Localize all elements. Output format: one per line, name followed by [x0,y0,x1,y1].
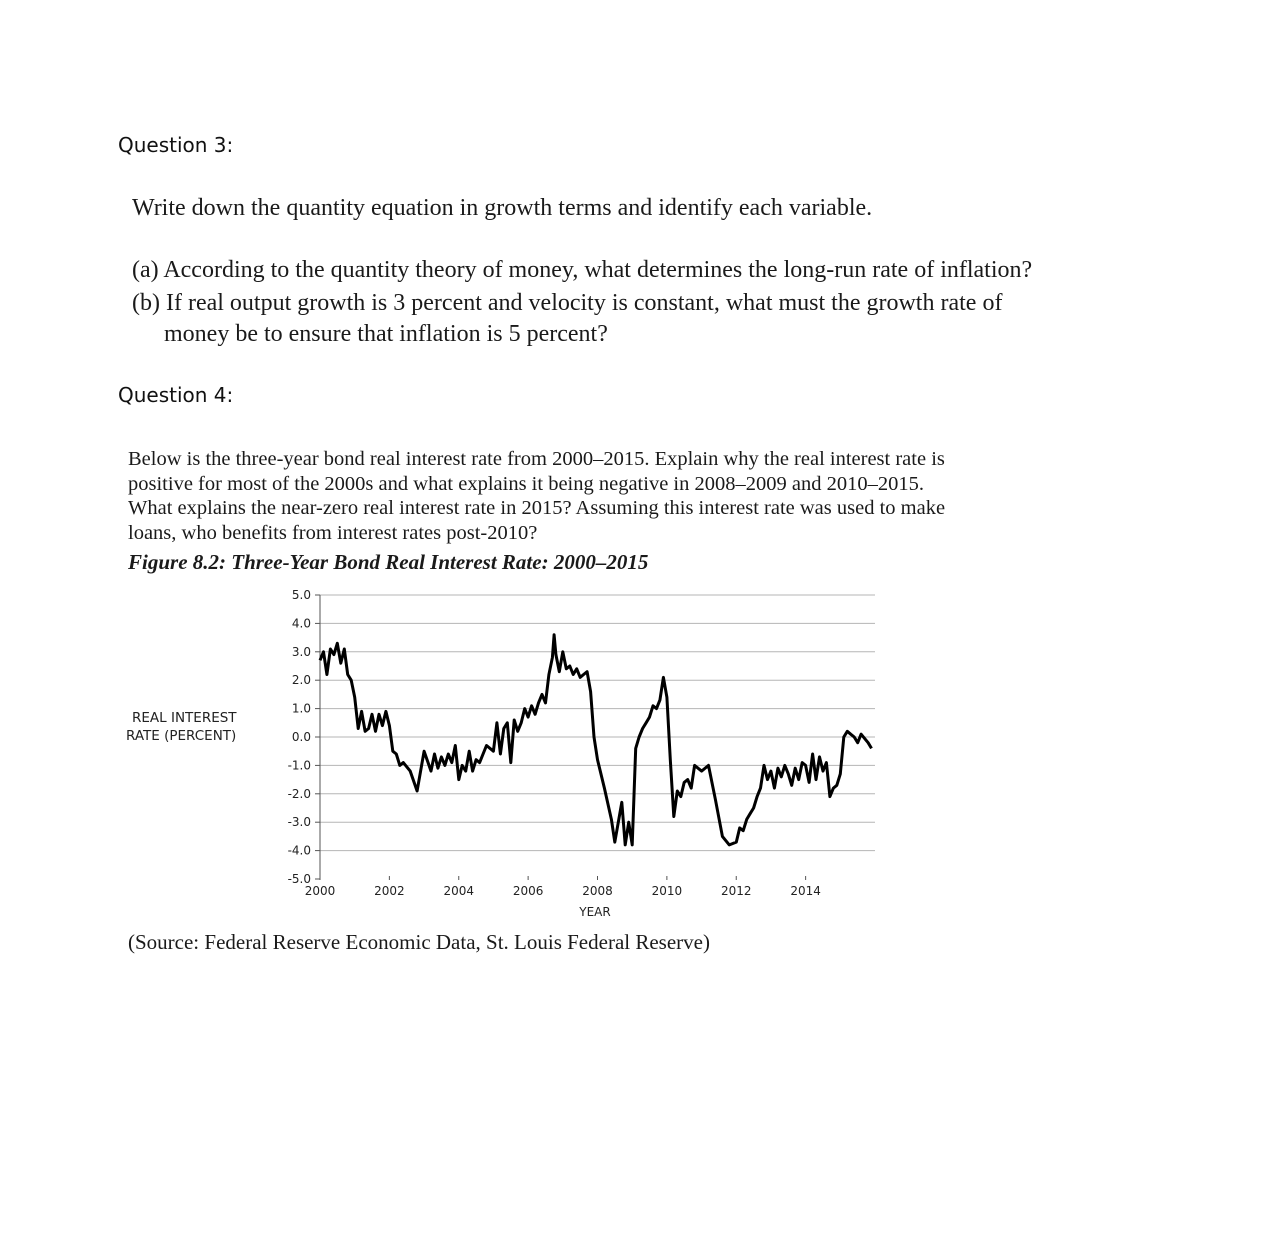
x-axis-label: YEAR [579,905,611,919]
y-axis-label-line1: REAL INTEREST [132,710,237,726]
y-tick-label: -4.0 [287,843,311,858]
question-3-part-b [132,288,1132,350]
question-3-intro: Write down the quantity equation in growth terms and identify each variable. [132,195,873,221]
x-tick-label: 2010 [651,884,683,898]
x-tick-label: 2012 [720,884,752,898]
figure-source: (Source: Federal Reserve Economic Data, St. Louis Federal Reserve) [128,930,710,954]
y-tick-label: -2.0 [287,786,311,801]
y-axis-label-line2: RATE (PERCENT) [126,728,237,744]
y-tick-label: 0.0 [291,730,311,744]
real-interest-rate-chart [120,585,880,925]
question-3-part-b-line1: (b) If real output growth is 3 percent and velocity is constant, what must the growth rate of [132,290,1003,316]
question-3-heading: Question 3: [118,133,234,157]
x-tick-label: 2002 [374,884,405,898]
y-axis-ticks [288,588,320,886]
question-4-body-line: What explains the near-zero real interest rate in 2015? Assuming this interest rate was used to make [128,497,946,519]
y-tick-label: 1.0 [291,701,311,716]
question-4-body-line: loans, who benefits from interest rates post-2010? [128,521,538,544]
y-tick-label: 2.0 [291,673,311,688]
question-4-body-line: Below is the three-year bond real interest rate from 2000–2015. Explain why the real interest rate is [128,448,945,470]
y-tick-label: -3.0 [287,815,311,830]
y-tick-label: 5.0 [291,588,311,602]
y-tick-label: -5.0 [287,872,311,886]
x-tick-label: 2008 [582,884,613,898]
chart-gridlines [320,595,875,851]
series-line [320,635,872,845]
y-tick-label: 4.0 [291,616,311,631]
x-tick-label: 2004 [443,884,475,898]
y-tick-label: 3.0 [291,644,311,659]
question-4-heading: Question 4: [118,383,234,407]
question-3-part-a: (a) According to the quantity theory of money, what determines the long-run rate of inflation? [132,257,1033,283]
x-tick-label: 2000 [304,884,336,898]
question-4-body-line: positive for most of the 2000s and what explains it being negative in 2008–2009 and 2010–2015. [128,472,924,495]
question-4-body [128,447,1158,545]
figure-caption: Figure 8.2: Three-Year Bond Real Interest Rate: 2000–2015 [128,550,649,574]
y-tick-label: -1.0 [287,758,311,773]
x-tick-label: 2006 [512,884,544,898]
x-axis-ticks [305,876,821,898]
x-tick-label: 2014 [790,884,821,898]
question-3-part-b-line2: money be to ensure that inflation is 5 percent? [164,321,608,347]
